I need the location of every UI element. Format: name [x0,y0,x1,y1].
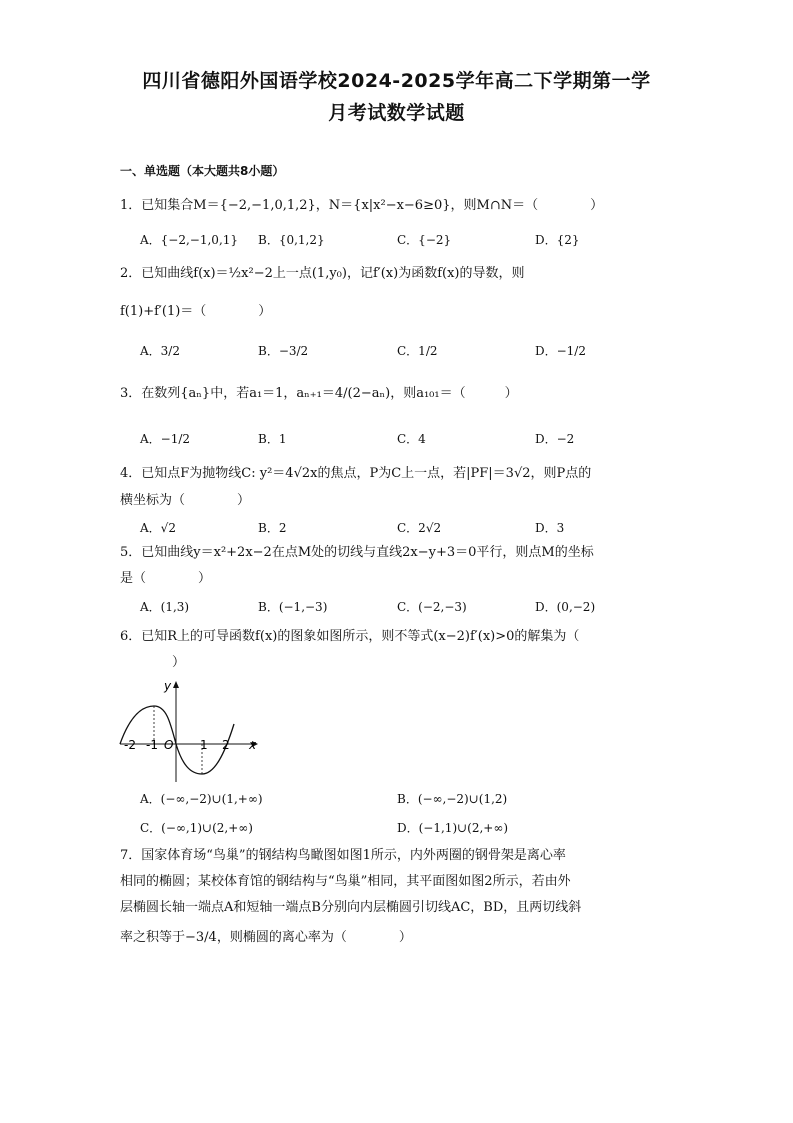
axis-label-x: x [249,738,257,752]
section-heading: 一、单选题（本大题共8小题） [120,164,285,178]
question-2-stem-line-2: f(1)+f′(1)＝（ ） [120,304,272,319]
question-5-stem-line-2: 是（ ） [120,571,212,586]
question-4-option-d[interactable]: D．3 [535,521,565,535]
question-1-stem: 1．已知集合M＝{−2,−1,0,1,2}，N＝{x|x²−x−6≥0}，则M∩N＝（ ） [120,198,604,213]
question-4-stem-line-1: 4．已知点F为抛物线C: y²＝4√2x的焦点，P为C上一点，若|PF|＝3√2，则P点的 [120,466,592,481]
question-6-stem-line-1: 6．已知R上的可导函数f(x)的图象如图所示，则不等式(x−2)f′(x)>0的解集为（ [120,629,580,644]
question-4-option-c[interactable]: C．2√2 [397,521,442,535]
question-4-option-b[interactable]: B．2 [258,521,287,535]
y-axis-arrow-icon [173,681,179,688]
tick-label-2: 2 [222,738,230,752]
question-1-option-c[interactable]: C．{−2} [397,233,452,247]
axis-label-y: y [164,679,172,693]
question-7-stem-line-2: 相同的椭圆；某校体育馆的钢结构与“鸟巢”相同，其平面图如图2所示，若由外 [120,874,571,889]
question-1-option-d[interactable]: D．{2} [535,233,580,247]
tick-label-minus-1: -1 [146,738,158,752]
question-7-stem-line-3: 层椭圆长轴一端点A和短轴一端点B分别向内层椭圆引切线AC，BD，且两切线斜 [120,900,582,915]
question-4-stem-line-2: 横坐标为（ ） [120,493,251,508]
question-1-option-a[interactable]: A．{−2,−1,0,1} [140,233,239,247]
question-3-option-a[interactable]: A．−1/2 [140,432,191,446]
question-6-option-c[interactable]: C．(−∞,1)∪(2,+∞) [140,821,253,835]
question-6-stem-line-2: ） [120,655,186,670]
question-5-option-b[interactable]: B．(−1,−3) [258,600,328,614]
function-graph [118,676,263,786]
question-6-option-b[interactable]: B．(−∞,−2)∪(1,2) [397,792,508,806]
question-3-option-c[interactable]: C．4 [397,432,426,446]
question-3-stem: 3．在数列{aₙ}中，若a₁＝1，aₙ₊₁＝4/(2−aₙ)，则a₁₀₁＝（ ） [120,386,518,401]
question-6-option-a[interactable]: A．(−∞,−2)∪(1,+∞) [140,792,263,806]
question-1-option-b[interactable]: B．{0,1,2} [258,233,325,247]
question-2-option-d[interactable]: D．−1/2 [535,344,586,358]
question-5-option-a[interactable]: A．(1,3) [140,600,190,614]
question-5-option-d[interactable]: D．(0,−2) [535,600,596,614]
question-2-option-a[interactable]: A．3/2 [140,344,180,358]
tick-label-1: 1 [200,738,208,752]
question-7-stem-line-4: 率之积等于−3/4，则椭圆的离心率为（ ） [120,930,412,945]
question-6-option-d[interactable]: D．(−1,1)∪(2,+∞) [397,821,509,835]
question-5-stem-line-1: 5．已知曲线y＝x²+2x−2在点M处的切线与直线2x−y+3＝0平行，则点M的坐标 [120,545,594,560]
question-3-option-b[interactable]: B．1 [258,432,287,446]
tick-label-origin: O [164,738,174,752]
tick-label-minus-2: -2 [124,738,136,752]
curve-f [120,706,234,774]
question-2-stem-line-1: 2．已知曲线f(x)＝½x²−2上一点(1,y₀)，记f′(x)为函数f(x)的导数，则 [120,266,525,281]
question-5-option-c[interactable]: C．(−2,−3) [397,600,467,614]
question-7-stem-line-1: 7．国家体育场“鸟巢”的钢结构鸟瞰图如图1所示，内外两圈的钢骨架是离心率 [120,848,566,863]
question-4-option-a[interactable]: A．√2 [140,521,176,535]
page-title-line-1: 四川省德阳外国语学校2024-2025学年高二下学期第一学 [142,70,651,92]
page-title-line-2: 月考试数学试题 [328,102,465,124]
question-2-option-b[interactable]: B．−3/2 [258,344,309,358]
question-3-option-d[interactable]: D．−2 [535,432,575,446]
question-2-option-c[interactable]: C．1/2 [397,344,438,358]
